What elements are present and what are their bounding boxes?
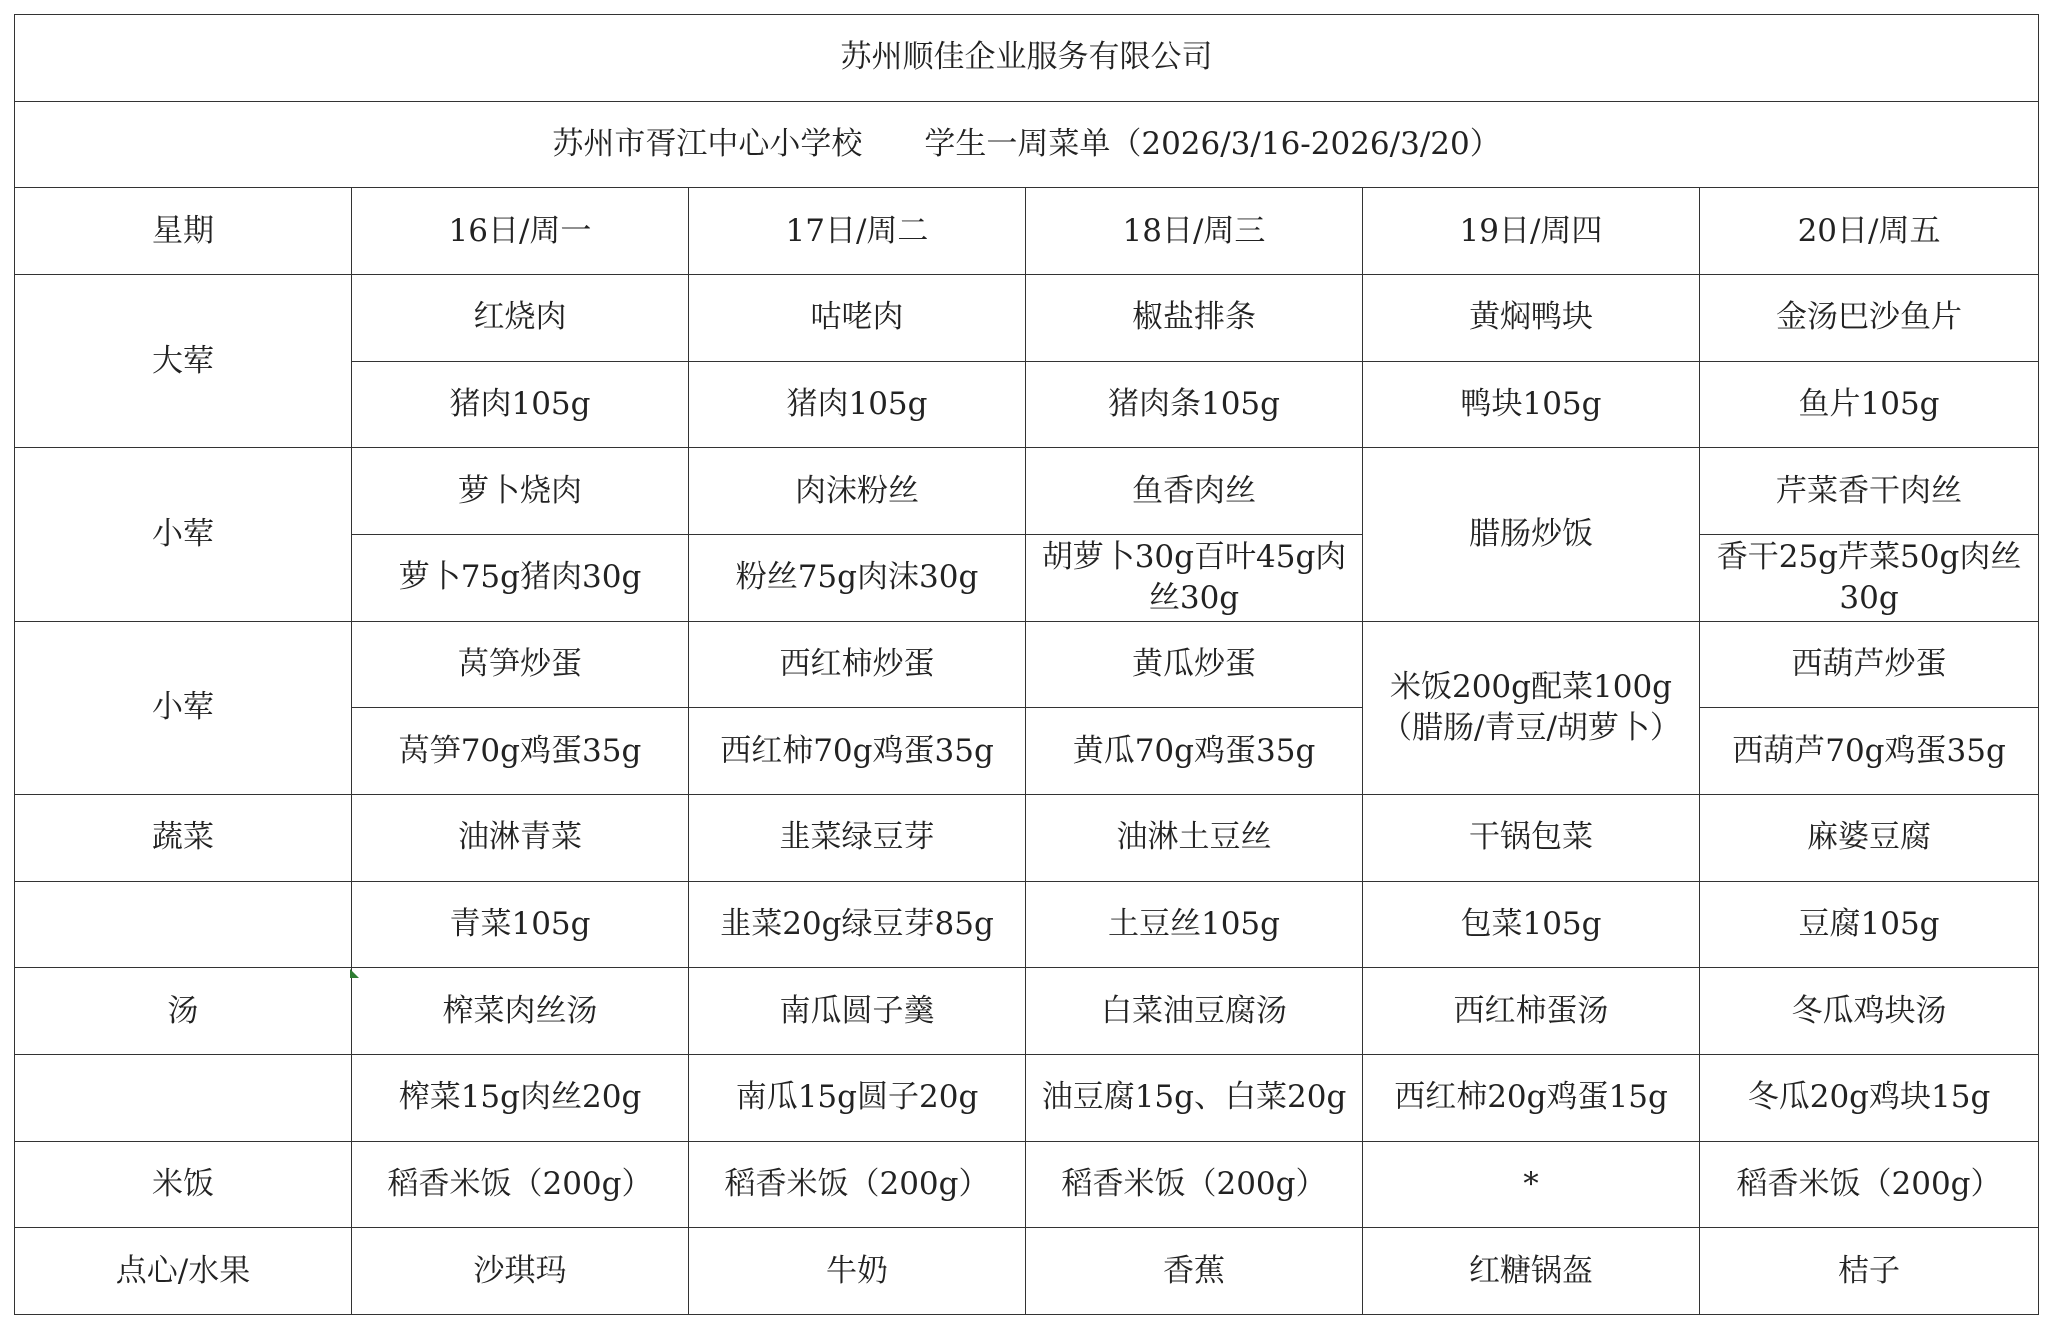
small2-amount-wed: 黄瓜70g鸡蛋35g (1026, 708, 1363, 795)
snack-row (15, 1228, 2039, 1315)
snack-tue: 牛奶 (689, 1228, 1026, 1315)
day-header-thu: 19日/周四 (1363, 188, 1700, 275)
soup-dish-mon: 榨菜肉丝汤 (352, 968, 689, 1055)
soup-amount-tue: 南瓜15g圆子20g (689, 1054, 1026, 1141)
small1-amount-tue: 粉丝75g肉沫30g (689, 534, 1026, 621)
small1-dish-tue: 肉沫粉丝 (689, 448, 1026, 535)
rice-row (15, 1141, 2039, 1228)
soup-dish-thu: 西红柿蛋汤 (1363, 968, 1700, 1055)
main-dish-thu: 黄焖鸭块 (1363, 274, 1700, 361)
snack-mon: 沙琪玛 (352, 1228, 689, 1315)
small1-amount-mon: 萝卜75g猪肉30g (352, 534, 689, 621)
soup-dish-row (15, 968, 2039, 1055)
soup-dish-tue: 南瓜圆子羹 (689, 968, 1026, 1055)
cell-comment-marker (350, 969, 359, 978)
small2-dish-mon: 莴笋炒蛋 (352, 621, 689, 708)
small2-dish-tue: 西红柿炒蛋 (689, 621, 1026, 708)
soup-amount-label-empty (15, 1054, 352, 1141)
snack-fri: 桔子 (1700, 1228, 2039, 1315)
day-header-wed: 18日/周三 (1026, 188, 1363, 275)
weekday-label: 星期 (15, 188, 352, 275)
category-small-1: 小荤 (15, 448, 352, 621)
category-snack: 点心/水果 (15, 1228, 352, 1315)
veg-dish-fri: 麻婆豆腐 (1700, 794, 2039, 881)
small1-dish-fri: 芹菜香干肉丝 (1700, 448, 2039, 535)
small1-amount-wed: 胡萝卜30g百叶45g肉丝30g (1026, 534, 1363, 621)
veg-amount-tue: 韭菜20g绿豆芽85g (689, 881, 1026, 968)
veg-amount-wed: 土豆丝105g (1026, 881, 1363, 968)
small1-dish-wed: 鱼香肉丝 (1026, 448, 1363, 535)
small2-dish-thu: 米饭200g配菜100g（腊肠/青豆/胡萝卜） (1363, 621, 1700, 794)
subtitle-row (15, 101, 2039, 188)
day-header-tue: 17日/周二 (689, 188, 1026, 275)
main-dish-fri: 金汤巴沙鱼片 (1700, 274, 2039, 361)
small2-amount-mon: 莴笋70g鸡蛋35g (352, 708, 689, 795)
main-amount-thu: 鸭块105g (1363, 361, 1700, 448)
soup-amount-wed: 油豆腐15g、白菜20g (1026, 1054, 1363, 1141)
small2-dish-wed: 黄瓜炒蛋 (1026, 621, 1363, 708)
rice-wed: 稻香米饭（200g） (1026, 1141, 1363, 1228)
category-main: 大荤 (15, 274, 352, 447)
main-dish-mon: 红烧肉 (352, 274, 689, 361)
soup-amount-row (15, 1054, 2039, 1141)
small2-amount-fri: 西葫芦70g鸡蛋35g (1700, 708, 2039, 795)
company-row (15, 15, 2039, 102)
rice-mon: 稻香米饭（200g） (352, 1141, 689, 1228)
rice-thu: * (1363, 1141, 1700, 1228)
small1-dish-thu: 腊肠炒饭 (1363, 448, 1700, 621)
main-amount-wed: 猪肉条105g (1026, 361, 1363, 448)
small1-dish-row (15, 448, 2039, 535)
small2-dish-fri: 西葫芦炒蛋 (1700, 621, 2039, 708)
veg-amount-mon: 青菜105g (352, 881, 689, 968)
day-header-mon: 16日/周一 (352, 188, 689, 275)
rice-tue: 稻香米饭（200g） (689, 1141, 1026, 1228)
soup-amount-mon: 榨菜15g肉丝20g (352, 1054, 689, 1141)
main-dish-row (15, 274, 2039, 361)
main-amount-fri: 鱼片105g (1700, 361, 2039, 448)
rice-fri: 稻香米饭（200g） (1700, 1141, 2039, 1228)
snack-wed: 香蕉 (1026, 1228, 1363, 1315)
veg-amount-row (15, 881, 2039, 968)
company-name: 苏州顺佳企业服务有限公司 (15, 15, 2039, 102)
small2-amount-tue: 西红柿70g鸡蛋35g (689, 708, 1026, 795)
main-dish-wed: 椒盐排条 (1026, 274, 1363, 361)
soup-dish-fri: 冬瓜鸡块汤 (1700, 968, 2039, 1055)
veg-dish-row (15, 794, 2039, 881)
small2-dish-row (15, 621, 2039, 708)
category-veg: 蔬菜 (15, 794, 352, 881)
snack-thu: 红糖锅盔 (1363, 1228, 1700, 1315)
category-small-2: 小荤 (15, 621, 352, 794)
main-amount-tue: 猪肉105g (689, 361, 1026, 448)
soup-dish-wed: 白菜油豆腐汤 (1026, 968, 1363, 1055)
soup-amount-thu: 西红柿20g鸡蛋15g (1363, 1054, 1700, 1141)
veg-amount-thu: 包菜105g (1363, 881, 1700, 968)
veg-dish-mon: 油淋青菜 (352, 794, 689, 881)
header-row (15, 188, 2039, 275)
weekly-menu-table (14, 14, 2039, 1315)
main-dish-tue: 咕咾肉 (689, 274, 1026, 361)
soup-amount-fri: 冬瓜20g鸡块15g (1700, 1054, 2039, 1141)
veg-dish-tue: 韭菜绿豆芽 (689, 794, 1026, 881)
veg-amount-label-empty (15, 881, 352, 968)
small1-amount-fri: 香干25g芹菜50g肉丝30g (1700, 534, 2039, 621)
main-amount-mon: 猪肉105g (352, 361, 689, 448)
menu-subtitle: 苏州市胥江中心小学校 学生一周菜单（2026/3/16-2026/3/20） (15, 101, 2039, 188)
veg-amount-fri: 豆腐105g (1700, 881, 2039, 968)
veg-dish-thu: 干锅包菜 (1363, 794, 1700, 881)
category-rice: 米饭 (15, 1141, 352, 1228)
category-soup: 汤 (15, 968, 352, 1055)
small1-dish-mon: 萝卜烧肉 (352, 448, 689, 535)
veg-dish-wed: 油淋土豆丝 (1026, 794, 1363, 881)
day-header-fri: 20日/周五 (1700, 188, 2039, 275)
